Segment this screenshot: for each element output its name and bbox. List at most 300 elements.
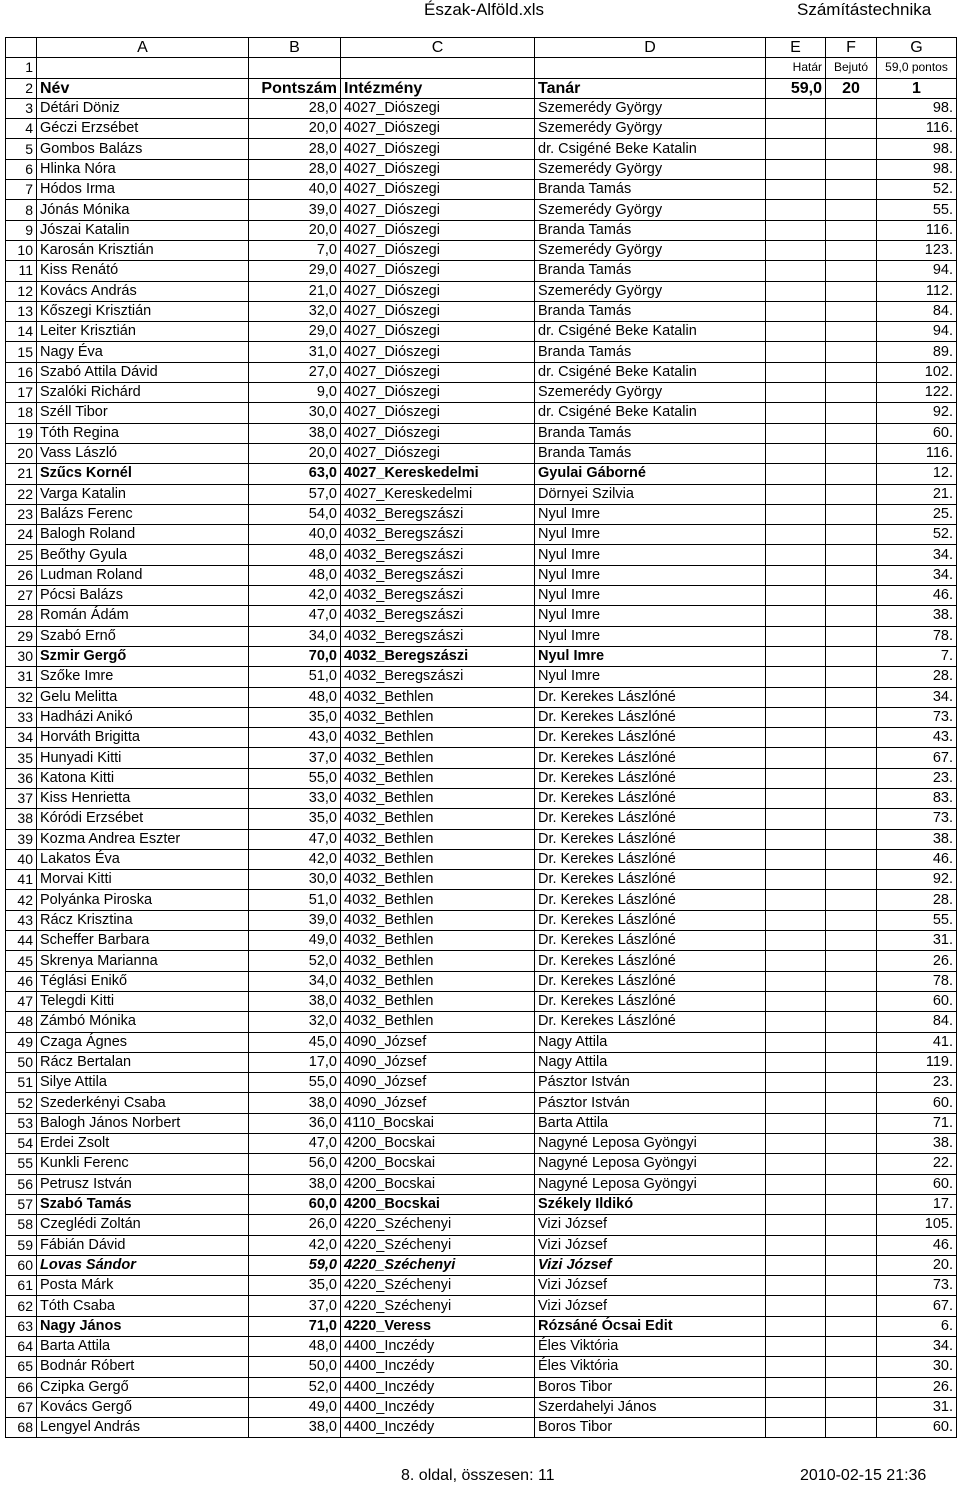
name-cell[interactable]: Détári Döniz	[37, 98, 249, 118]
rank-cell[interactable]: 71.	[877, 1113, 957, 1133]
institution-cell[interactable]: 4090_József	[341, 1093, 535, 1113]
score-cell[interactable]: 57,0	[249, 484, 341, 504]
name-cell[interactable]: Kovács Gergő	[37, 1397, 249, 1417]
cell-f[interactable]	[826, 159, 877, 179]
rank-cell[interactable]: 38.	[877, 829, 957, 849]
cell-f[interactable]	[826, 403, 877, 423]
cell-e[interactable]	[766, 383, 826, 403]
teacher-cell[interactable]: Nyul Imre	[535, 545, 766, 565]
cell-f[interactable]	[826, 1032, 877, 1052]
score-cell[interactable]: 39,0	[249, 910, 341, 930]
cell-e[interactable]	[766, 484, 826, 504]
institution-cell[interactable]: 4032_Beregszászi	[341, 525, 535, 545]
teacher-cell[interactable]: Dr. Kerekes Lászlóné	[535, 910, 766, 930]
score-cell[interactable]: 40,0	[249, 180, 341, 200]
row-number[interactable]: 18	[6, 403, 37, 423]
institution-cell[interactable]: 4032_Bethlen	[341, 910, 535, 930]
row-number[interactable]: 31	[6, 667, 37, 687]
cell-f[interactable]	[826, 931, 877, 951]
rank-cell[interactable]: 83.	[877, 788, 957, 808]
cell-f[interactable]	[826, 281, 877, 301]
cell-f[interactable]	[826, 119, 877, 139]
row-number[interactable]: 50	[6, 1052, 37, 1072]
name-cell[interactable]: Román Ádám	[37, 606, 249, 626]
institution-cell[interactable]: 4032_Bethlen	[341, 890, 535, 910]
row-number[interactable]: 38	[6, 809, 37, 829]
score-cell[interactable]: 43,0	[249, 728, 341, 748]
score-cell[interactable]: 34,0	[249, 626, 341, 646]
rank-cell[interactable]: 78.	[877, 971, 957, 991]
column-header-g[interactable]: G	[877, 38, 957, 58]
name-cell[interactable]: Szabó Ernő	[37, 626, 249, 646]
institution-cell[interactable]: 4032_Bethlen	[341, 849, 535, 869]
rank-cell[interactable]: 92.	[877, 870, 957, 890]
row-number[interactable]: 5	[6, 139, 37, 159]
row-number[interactable]: 23	[6, 504, 37, 524]
cell-f[interactable]	[826, 687, 877, 707]
rank-cell[interactable]: 89.	[877, 342, 957, 362]
row-number[interactable]: 58	[6, 1215, 37, 1235]
cell-e[interactable]	[766, 910, 826, 930]
cell-f[interactable]	[826, 504, 877, 524]
teacher-cell[interactable]: Vizi József	[535, 1255, 766, 1275]
name-cell[interactable]: Rácz Krisztina	[37, 910, 249, 930]
name-cell[interactable]: Czaga Ágnes	[37, 1032, 249, 1052]
rank-cell[interactable]: 67.	[877, 1296, 957, 1316]
teacher-cell[interactable]: Dr. Kerekes Lászlóné	[535, 931, 766, 951]
name-cell[interactable]: Szabó Attila Dávid	[37, 362, 249, 382]
cell-e[interactable]	[766, 1012, 826, 1032]
row-number[interactable]: 25	[6, 545, 37, 565]
teacher-cell[interactable]: Vizi József	[535, 1215, 766, 1235]
row-number[interactable]: 59	[6, 1235, 37, 1255]
row-number[interactable]: 43	[6, 910, 37, 930]
rank-cell[interactable]: 31.	[877, 1397, 957, 1417]
column-header-b[interactable]: B	[249, 38, 341, 58]
cell-f[interactable]	[826, 220, 877, 240]
cell-e[interactable]	[766, 545, 826, 565]
cell-f[interactable]	[826, 728, 877, 748]
institution-cell[interactable]: 4027_Diószegi	[341, 200, 535, 220]
name-cell[interactable]: Vass László	[37, 443, 249, 463]
row-number[interactable]: 62	[6, 1296, 37, 1316]
name-header[interactable]: Név	[37, 78, 249, 98]
cell-e[interactable]	[766, 870, 826, 890]
rank-cell[interactable]: 28.	[877, 667, 957, 687]
rank-cell[interactable]: 28.	[877, 890, 957, 910]
score-cell[interactable]: 20,0	[249, 443, 341, 463]
row-number[interactable]: 20	[6, 443, 37, 463]
institution-cell[interactable]: 4027_Diószegi	[341, 240, 535, 260]
row-number[interactable]: 26	[6, 565, 37, 585]
rank-cell[interactable]: 20.	[877, 1255, 957, 1275]
teacher-header[interactable]: Tanár	[535, 78, 766, 98]
row-number[interactable]: 54	[6, 1134, 37, 1154]
cell-e[interactable]	[766, 180, 826, 200]
cell-f[interactable]	[826, 139, 877, 159]
row-number[interactable]: 55	[6, 1154, 37, 1174]
name-cell[interactable]: Scheffer Barbara	[37, 931, 249, 951]
cell-f[interactable]	[826, 342, 877, 362]
score-cell[interactable]: 50,0	[249, 1357, 341, 1377]
column-header-f[interactable]: F	[826, 38, 877, 58]
score-cell[interactable]: 56,0	[249, 1154, 341, 1174]
row-number[interactable]: 6	[6, 159, 37, 179]
cell-f[interactable]	[826, 240, 877, 260]
cell-f[interactable]	[826, 1418, 877, 1438]
row-number[interactable]: 63	[6, 1316, 37, 1336]
institution-cell[interactable]: 4400_Inczédy	[341, 1397, 535, 1417]
cell-f[interactable]	[826, 1235, 877, 1255]
rank-value[interactable]: 1	[877, 78, 957, 98]
row-number[interactable]: 7	[6, 180, 37, 200]
name-cell[interactable]: Szalóki Richárd	[37, 383, 249, 403]
score-cell[interactable]: 52,0	[249, 1377, 341, 1397]
score-cell[interactable]: 48,0	[249, 687, 341, 707]
row-number[interactable]: 53	[6, 1113, 37, 1133]
rank-cell[interactable]: 112.	[877, 281, 957, 301]
cell-f[interactable]	[826, 1134, 877, 1154]
cell-f[interactable]	[826, 383, 877, 403]
name-cell[interactable]: Kiss Henrietta	[37, 788, 249, 808]
institution-cell[interactable]: 4032_Beregszászi	[341, 545, 535, 565]
institution-cell[interactable]: 4032_Bethlen	[341, 870, 535, 890]
cell-e[interactable]	[766, 809, 826, 829]
name-cell[interactable]: Hadházi Anikó	[37, 707, 249, 727]
cell-d[interactable]	[535, 58, 766, 78]
institution-cell[interactable]: 4110_Bocskai	[341, 1113, 535, 1133]
institution-cell[interactable]: 4200_Bocskai	[341, 1174, 535, 1194]
row-number[interactable]: 21	[6, 464, 37, 484]
score-cell[interactable]: 49,0	[249, 931, 341, 951]
row-number[interactable]: 3	[6, 98, 37, 118]
cell-e[interactable]	[766, 1357, 826, 1377]
name-cell[interactable]: Jónás Mónika	[37, 200, 249, 220]
cell-f[interactable]	[826, 1012, 877, 1032]
name-cell[interactable]: Czeglédi Zoltán	[37, 1215, 249, 1235]
cell-f[interactable]	[826, 1276, 877, 1296]
row-number[interactable]: 66	[6, 1377, 37, 1397]
row-number[interactable]: 44	[6, 931, 37, 951]
name-cell[interactable]: Szederkényi Csaba	[37, 1093, 249, 1113]
teacher-cell[interactable]: Dr. Kerekes Lászlóné	[535, 870, 766, 890]
score-cell[interactable]: 71,0	[249, 1316, 341, 1336]
score-cell[interactable]: 39,0	[249, 200, 341, 220]
teacher-cell[interactable]: Nagyné Leposa Gyöngyi	[535, 1134, 766, 1154]
rank-cell[interactable]: 60.	[877, 991, 957, 1011]
rank-cell[interactable]: 52.	[877, 525, 957, 545]
row-number[interactable]: 41	[6, 870, 37, 890]
cell-e[interactable]	[766, 1134, 826, 1154]
cell-e[interactable]	[766, 403, 826, 423]
institution-cell[interactable]: 4032_Bethlen	[341, 809, 535, 829]
name-cell[interactable]: Tóth Csaba	[37, 1296, 249, 1316]
teacher-cell[interactable]: Vizi József	[535, 1296, 766, 1316]
cell-e[interactable]	[766, 443, 826, 463]
rank-cell[interactable]: 78.	[877, 626, 957, 646]
rank-cell[interactable]: 34.	[877, 1337, 957, 1357]
name-cell[interactable]: Skrenya Marianna	[37, 951, 249, 971]
teacher-cell[interactable]: Dörnyei Szilvia	[535, 484, 766, 504]
cell-e[interactable]	[766, 1154, 826, 1174]
rank-cell[interactable]: 60.	[877, 1174, 957, 1194]
cell-e[interactable]	[766, 768, 826, 788]
institution-cell[interactable]: 4027_Diószegi	[341, 403, 535, 423]
institution-cell[interactable]: 4032_Bethlen	[341, 768, 535, 788]
row-number[interactable]: 24	[6, 525, 37, 545]
row-number[interactable]: 37	[6, 788, 37, 808]
cell-f[interactable]	[826, 1357, 877, 1377]
cell-e[interactable]	[766, 362, 826, 382]
limit-label[interactable]: Határ	[766, 58, 826, 78]
cell-e[interactable]	[766, 1093, 826, 1113]
score-cell[interactable]: 54,0	[249, 504, 341, 524]
cell-b[interactable]	[249, 58, 341, 78]
row-number[interactable]: 34	[6, 728, 37, 748]
cell-e[interactable]	[766, 606, 826, 626]
row-number[interactable]: 47	[6, 991, 37, 1011]
institution-cell[interactable]: 4220_Veress	[341, 1316, 535, 1336]
cell-f[interactable]	[826, 565, 877, 585]
admitted-label[interactable]: Bejutó	[826, 58, 877, 78]
teacher-cell[interactable]: Dr. Kerekes Lászlóné	[535, 707, 766, 727]
cell-f[interactable]	[826, 98, 877, 118]
institution-cell[interactable]: 4220_Széchenyi	[341, 1215, 535, 1235]
cell-e[interactable]	[766, 687, 826, 707]
name-cell[interactable]: Kiss Renátó	[37, 261, 249, 281]
score-cell[interactable]: 35,0	[249, 809, 341, 829]
cell-f[interactable]	[826, 1154, 877, 1174]
institution-cell[interactable]: 4027_Diószegi	[341, 159, 535, 179]
institution-cell[interactable]: 4027_Kereskedelmi	[341, 464, 535, 484]
rank-cell[interactable]: 123.	[877, 240, 957, 260]
rank-cell[interactable]: 46.	[877, 849, 957, 869]
institution-cell[interactable]: 4027_Diószegi	[341, 180, 535, 200]
teacher-cell[interactable]: Dr. Kerekes Lászlóné	[535, 728, 766, 748]
rank-cell[interactable]: 23.	[877, 1073, 957, 1093]
score-cell[interactable]: 42,0	[249, 1235, 341, 1255]
rank-cell[interactable]: 6.	[877, 1316, 957, 1336]
row-number[interactable]: 15	[6, 342, 37, 362]
teacher-cell[interactable]: Nyul Imre	[535, 606, 766, 626]
score-cell[interactable]: 42,0	[249, 586, 341, 606]
cell-e[interactable]	[766, 301, 826, 321]
row-number[interactable]: 16	[6, 362, 37, 382]
cell-f[interactable]	[826, 626, 877, 646]
name-cell[interactable]: Balogh János Norbert	[37, 1113, 249, 1133]
rank-cell[interactable]: 92.	[877, 403, 957, 423]
score-cell[interactable]: 28,0	[249, 139, 341, 159]
institution-header[interactable]: Intézmény	[341, 78, 535, 98]
teacher-cell[interactable]: Branda Tamás	[535, 261, 766, 281]
name-cell[interactable]: Szűcs Kornél	[37, 464, 249, 484]
institution-cell[interactable]: 4027_Kereskedelmi	[341, 484, 535, 504]
cell-e[interactable]	[766, 1377, 826, 1397]
row-number[interactable]: 13	[6, 301, 37, 321]
row-number[interactable]: 36	[6, 768, 37, 788]
row-number[interactable]: 48	[6, 1012, 37, 1032]
cell-f[interactable]	[826, 180, 877, 200]
row-number[interactable]: 46	[6, 971, 37, 991]
name-cell[interactable]: Hódos Irma	[37, 180, 249, 200]
row-number[interactable]: 49	[6, 1032, 37, 1052]
score-cell[interactable]: 38,0	[249, 1093, 341, 1113]
cell-e[interactable]	[766, 1255, 826, 1275]
rank-cell[interactable]: 38.	[877, 1134, 957, 1154]
name-cell[interactable]: Leiter Krisztián	[37, 322, 249, 342]
teacher-cell[interactable]: Boros Tibor	[535, 1418, 766, 1438]
rank-cell[interactable]: 34.	[877, 565, 957, 585]
institution-cell[interactable]: 4027_Diószegi	[341, 261, 535, 281]
name-cell[interactable]: Széll Tibor	[37, 403, 249, 423]
score-cell[interactable]: 28,0	[249, 98, 341, 118]
institution-cell[interactable]: 4027_Diószegi	[341, 220, 535, 240]
rank-cell[interactable]: 119.	[877, 1052, 957, 1072]
rank-cell[interactable]: 34.	[877, 687, 957, 707]
cell-e[interactable]	[766, 1397, 826, 1417]
name-cell[interactable]: Czipka Gergő	[37, 1377, 249, 1397]
name-cell[interactable]: Katona Kitti	[37, 768, 249, 788]
rank-cell[interactable]: 73.	[877, 1276, 957, 1296]
admitted-value[interactable]: 20	[826, 78, 877, 98]
institution-cell[interactable]: 4032_Bethlen	[341, 788, 535, 808]
institution-cell[interactable]: 4027_Diószegi	[341, 362, 535, 382]
cell-e[interactable]	[766, 159, 826, 179]
score-cell[interactable]: 51,0	[249, 890, 341, 910]
teacher-cell[interactable]: Pásztor István	[535, 1093, 766, 1113]
teacher-cell[interactable]: Nyul Imre	[535, 646, 766, 666]
column-header-d[interactable]: D	[535, 38, 766, 58]
cell-f[interactable]	[826, 870, 877, 890]
score-cell[interactable]: 45,0	[249, 1032, 341, 1052]
cell-f[interactable]	[826, 1093, 877, 1113]
name-cell[interactable]: Kunkli Ferenc	[37, 1154, 249, 1174]
rank-cell[interactable]: 102.	[877, 362, 957, 382]
name-cell[interactable]: Géczi Erzsébet	[37, 119, 249, 139]
institution-cell[interactable]: 4032_Bethlen	[341, 829, 535, 849]
score-cell[interactable]: 42,0	[249, 849, 341, 869]
name-cell[interactable]: Nagy János	[37, 1316, 249, 1336]
rank-cell[interactable]: 21.	[877, 484, 957, 504]
row-number[interactable]: 35	[6, 748, 37, 768]
cell-e[interactable]	[766, 971, 826, 991]
cell-f[interactable]	[826, 971, 877, 991]
cell-e[interactable]	[766, 951, 826, 971]
teacher-cell[interactable]: Nyul Imre	[535, 525, 766, 545]
teacher-cell[interactable]: Szemerédy György	[535, 383, 766, 403]
score-cell[interactable]: 7,0	[249, 240, 341, 260]
rank-cell[interactable]: 84.	[877, 1012, 957, 1032]
cell-f[interactable]	[826, 1377, 877, 1397]
score-cell[interactable]: 38,0	[249, 1418, 341, 1438]
row-number[interactable]: 30	[6, 646, 37, 666]
cell-f[interactable]	[826, 443, 877, 463]
cell-e[interactable]	[766, 119, 826, 139]
rank-cell[interactable]: 30.	[877, 1357, 957, 1377]
teacher-cell[interactable]: Székely Ildikó	[535, 1194, 766, 1214]
institution-cell[interactable]: 4027_Diószegi	[341, 98, 535, 118]
teacher-cell[interactable]: Dr. Kerekes Lászlóné	[535, 788, 766, 808]
score-cell[interactable]: 34,0	[249, 971, 341, 991]
row-number[interactable]: 67	[6, 1397, 37, 1417]
cell-f[interactable]	[826, 362, 877, 382]
name-cell[interactable]: Lovas Sándor	[37, 1255, 249, 1275]
cell-f[interactable]	[826, 1296, 877, 1316]
teacher-cell[interactable]: Vizi József	[535, 1276, 766, 1296]
rank-cell[interactable]: 38.	[877, 606, 957, 626]
teacher-cell[interactable]: Dr. Kerekes Lászlóné	[535, 971, 766, 991]
cell-e[interactable]	[766, 1073, 826, 1093]
row-number[interactable]: 2	[6, 78, 37, 98]
cell-e[interactable]	[766, 1032, 826, 1052]
teacher-cell[interactable]: Szemerédy György	[535, 159, 766, 179]
score-cell[interactable]: 55,0	[249, 768, 341, 788]
rank-cell[interactable]: 23.	[877, 768, 957, 788]
teacher-cell[interactable]: Dr. Kerekes Lászlóné	[535, 809, 766, 829]
name-cell[interactable]: Gelu Melitta	[37, 687, 249, 707]
cell-e[interactable]	[766, 1113, 826, 1133]
name-cell[interactable]: Ludman Roland	[37, 565, 249, 585]
row-number[interactable]: 32	[6, 687, 37, 707]
cell-e[interactable]	[766, 931, 826, 951]
teacher-cell[interactable]: Dr. Kerekes Lászlóné	[535, 951, 766, 971]
cell-e[interactable]	[766, 525, 826, 545]
row-number[interactable]: 4	[6, 119, 37, 139]
rank-cell[interactable]: 94.	[877, 261, 957, 281]
name-cell[interactable]: Kozma Andrea Eszter	[37, 829, 249, 849]
score-cell[interactable]: 20,0	[249, 220, 341, 240]
rank-cell[interactable]: 41.	[877, 1032, 957, 1052]
rank-cell[interactable]: 98.	[877, 139, 957, 159]
cell-f[interactable]	[826, 525, 877, 545]
score-cell[interactable]: 37,0	[249, 1296, 341, 1316]
score-cell[interactable]: 47,0	[249, 1134, 341, 1154]
cell-f[interactable]	[826, 748, 877, 768]
row-number[interactable]: 39	[6, 829, 37, 849]
institution-cell[interactable]: 4027_Diószegi	[341, 301, 535, 321]
cell-f[interactable]	[826, 1073, 877, 1093]
institution-cell[interactable]: 4090_József	[341, 1052, 535, 1072]
score-cell[interactable]: 49,0	[249, 1397, 341, 1417]
rank-cell[interactable]: 116.	[877, 119, 957, 139]
cell-f[interactable]	[826, 545, 877, 565]
score-cell[interactable]: 48,0	[249, 545, 341, 565]
name-cell[interactable]: Pócsi Balázs	[37, 586, 249, 606]
score-cell[interactable]: 59,0	[249, 1255, 341, 1275]
rank-cell[interactable]: 25.	[877, 504, 957, 524]
score-cell[interactable]: 51,0	[249, 667, 341, 687]
column-header-c[interactable]: C	[341, 38, 535, 58]
cell-e[interactable]	[766, 1235, 826, 1255]
row-number[interactable]: 9	[6, 220, 37, 240]
institution-cell[interactable]: 4220_Széchenyi	[341, 1235, 535, 1255]
column-header-e[interactable]: E	[766, 38, 826, 58]
name-cell[interactable]: Hlinka Nóra	[37, 159, 249, 179]
cell-f[interactable]	[826, 1174, 877, 1194]
name-cell[interactable]: Jószai Katalin	[37, 220, 249, 240]
cell-e[interactable]	[766, 464, 826, 484]
cell-e[interactable]	[766, 586, 826, 606]
cell-f[interactable]	[826, 890, 877, 910]
cell-f[interactable]	[826, 484, 877, 504]
teacher-cell[interactable]: Rózsáné Ócsai Edit	[535, 1316, 766, 1336]
score-cell[interactable]: 35,0	[249, 1276, 341, 1296]
institution-cell[interactable]: 4032_Beregszászi	[341, 667, 535, 687]
teacher-cell[interactable]: Éles Viktória	[535, 1337, 766, 1357]
teacher-cell[interactable]: Nyul Imre	[535, 586, 766, 606]
limit-value[interactable]: 59,0	[766, 78, 826, 98]
institution-cell[interactable]: 4032_Beregszászi	[341, 586, 535, 606]
